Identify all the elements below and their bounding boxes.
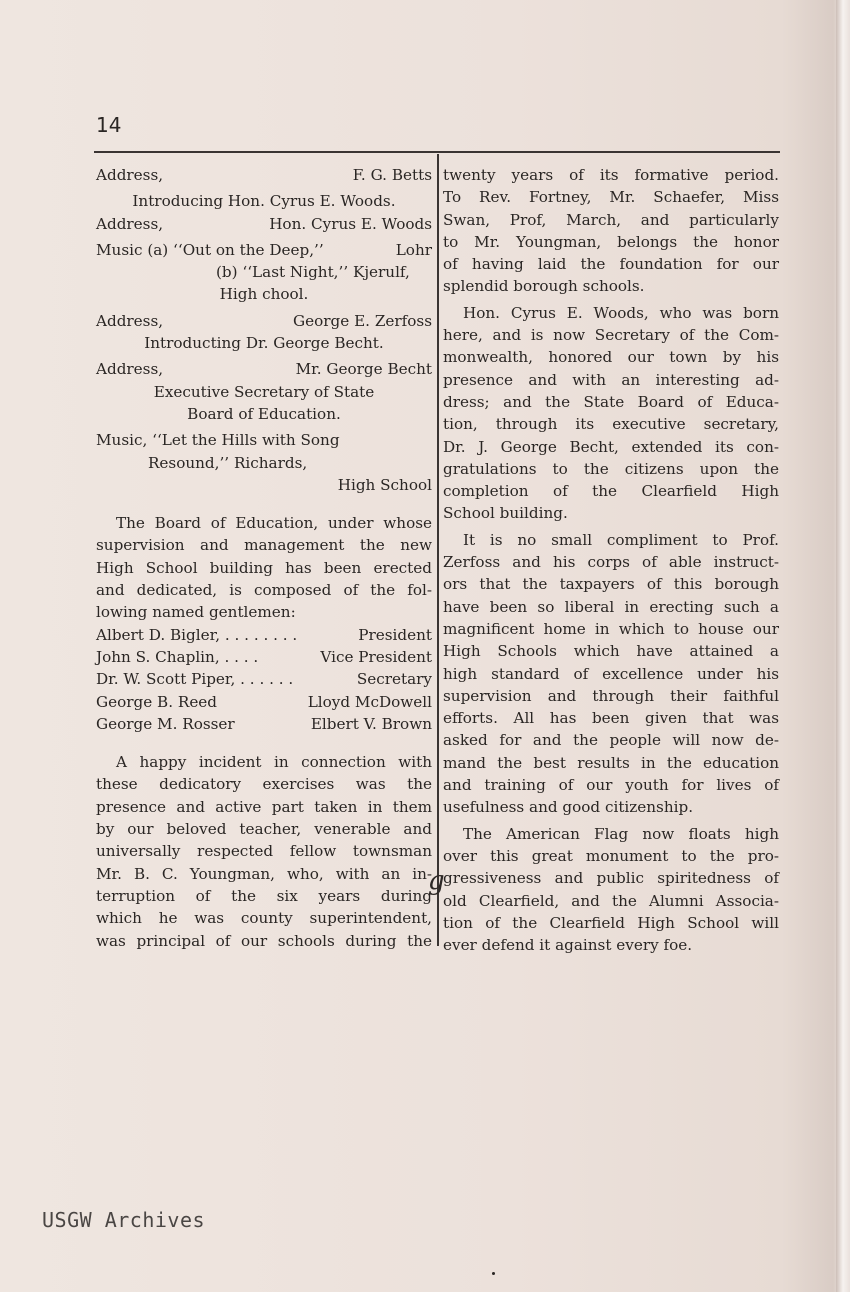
text-line: over this great monument to the pro- [443, 846, 779, 865]
paragraph [443, 529, 779, 819]
program-line-left: Address, [96, 214, 164, 233]
incident-paragraph [96, 751, 432, 952]
text-line: gratulations to the citizens upon the [443, 459, 779, 478]
text-line: to Mr. Youngman, belongs the honor [443, 232, 779, 251]
text-line: usefulness and good citizenship. [443, 798, 694, 817]
left-column [96, 164, 432, 952]
program-line [96, 164, 432, 186]
text-line: The Board of Education, under whose [116, 514, 432, 533]
right-column-text [443, 164, 779, 956]
board-member-left: George B. Reed [96, 692, 218, 711]
text-line: tion, through its executive secretary, [443, 415, 779, 434]
text-line: Dr. J. George Becht, extended its con- [443, 437, 779, 456]
text-line: dress; and the State Board of Educa- [443, 392, 779, 411]
program-line [96, 239, 432, 261]
handwritten-mark: g [428, 866, 445, 896]
board-member-line [96, 624, 432, 646]
text-line: twenty years of its formative period. [443, 166, 779, 184]
program-line-left: Address, [96, 360, 164, 379]
board-member-right: Lloyd McDowell [307, 692, 432, 711]
paragraph [443, 302, 779, 525]
paragraph [443, 823, 779, 957]
ink-speck [492, 1272, 495, 1275]
text-line: To Rev. Fortney, Mr. Schaefer, Miss [443, 188, 779, 207]
archive-watermark: USGW Archives [42, 1208, 206, 1232]
column-divider [437, 154, 439, 946]
program-line: (b) ‘‘Last Night,’’ Kjerulf, [216, 263, 410, 282]
text-line: here, and is now Secretary of the Com- [443, 326, 779, 345]
text-line: ever defend it against every foe. [443, 936, 693, 955]
board-member-right: Elbert V. Brown [310, 714, 432, 733]
page-number: 14 [96, 113, 122, 137]
text-line: monwealth, honored our town by his [443, 348, 779, 367]
board-member-right: Secretary [356, 670, 432, 689]
text-line: and training of our youth for lives of [443, 776, 779, 795]
text-line: old Clearfield, and the Alumni Associa- [443, 891, 779, 910]
text-line: magnificent home in which to house our [443, 619, 779, 638]
program-line [96, 213, 432, 235]
text-line: high standard of excellence under his [443, 664, 779, 683]
board-member-line [96, 668, 432, 690]
text-line: It is no small compliment to Prof. [463, 530, 779, 549]
board-member-left: George M. Rosser [96, 714, 235, 733]
board-member-right: President [358, 625, 432, 644]
text-line: The American Flag now floats high [463, 824, 779, 843]
program-line: Executive Secretary of State [153, 382, 375, 401]
program-line-left: Address, [96, 166, 164, 184]
text-line: High School building has been erected [96, 558, 432, 577]
program-line: Board of Education. [187, 404, 341, 423]
program-line: Introducting Dr. George Becht. [144, 334, 384, 353]
text-line: Swan, Prof, March, and particularly [443, 210, 779, 229]
text-line: of having laid the foundation for our [443, 255, 779, 274]
program-line-right: Lohr [395, 240, 432, 259]
text-line: completion of the Clearfield High [443, 482, 779, 501]
board-of-education-paragraph [96, 512, 432, 623]
board-members-list [96, 624, 432, 735]
text-line: Zerfoss and his corps of able instruct- [443, 553, 779, 572]
text-line: School building. [443, 504, 568, 523]
program-line: High School [337, 475, 432, 494]
program-line: Resound,’’ Richards, [148, 453, 308, 472]
text-line: ors that the taxpayers of this borough [443, 575, 779, 594]
text-line: presence and active part taken in them [96, 797, 432, 816]
text-line: by our beloved teacher, venerable and [96, 820, 432, 839]
text-line: presence and with an interesting ad- [443, 370, 779, 389]
board-member-line [96, 713, 432, 735]
text-line: these dedicatory exercises was the [96, 775, 432, 794]
program-line-right: F. G. Betts [352, 166, 432, 184]
board-member-line [96, 646, 432, 668]
text-line: and dedicated, is composed of the fol- [96, 581, 432, 600]
text-line: asked for and the people will now de- [443, 731, 779, 750]
text-line: have been so liberal in erecting such a [443, 597, 779, 616]
text-line: tion of the Clearfield High School will [443, 913, 779, 932]
right-column [443, 164, 779, 956]
program-line-right: George E. Zerfoss [293, 311, 432, 330]
text-line: Mr. B. C. Youngman, who, with an in- [96, 864, 432, 883]
text-line: terruption of the six years during [96, 886, 432, 905]
text-line: which he was county superintendent, [96, 909, 432, 928]
text-line: was principal of our schools during the [96, 931, 432, 950]
board-member-left: John S. Chaplin, . . . . [96, 647, 259, 666]
paragraph [443, 164, 779, 298]
header-rule [94, 151, 780, 153]
board-member-right: Vice President [320, 647, 432, 666]
board-member-line [96, 691, 432, 713]
program-line-left: Address, [96, 311, 164, 330]
text-line: gressiveness and public spiritedness of [443, 869, 779, 888]
board-member-left: Dr. W. Scott Piper, . . . . . . [96, 670, 294, 689]
text-line: supervision and management the new [96, 536, 432, 555]
board-member-left: Albert D. Bigler, . . . . . . . . [96, 625, 298, 644]
text-line: High Schools which have attained a [443, 642, 779, 661]
dedication-program [96, 164, 432, 496]
page-edge-shadow [836, 0, 850, 1292]
program-line [96, 310, 432, 332]
program-line: Music, ‘‘Let the Hills with Song [96, 431, 340, 450]
text-line: efforts. All has been given that was [443, 709, 779, 728]
text-line: supervision and through their faithful [443, 686, 779, 705]
text-line: lowing named gentlemen: [96, 603, 296, 622]
program-line: High chool. [219, 285, 309, 304]
text-line: Hon. Cyrus E. Woods, who was born [463, 303, 779, 322]
program-line-right: Mr. George Becht [295, 360, 432, 379]
text-line: mand the best results in the education [443, 753, 779, 772]
text-line: universally respected fellow townsman [96, 842, 432, 861]
text-line: A happy incident in connection with [116, 753, 432, 772]
program-line [96, 358, 432, 380]
program-line: Introducing Hon. Cyrus E. Woods. [132, 192, 396, 211]
program-line-right: Hon. Cyrus E. Woods [269, 214, 432, 233]
program-line-left: Music (a) ‘‘Out on the Deep,’’ [96, 240, 324, 259]
text-line: splendid borough schools. [443, 277, 645, 296]
